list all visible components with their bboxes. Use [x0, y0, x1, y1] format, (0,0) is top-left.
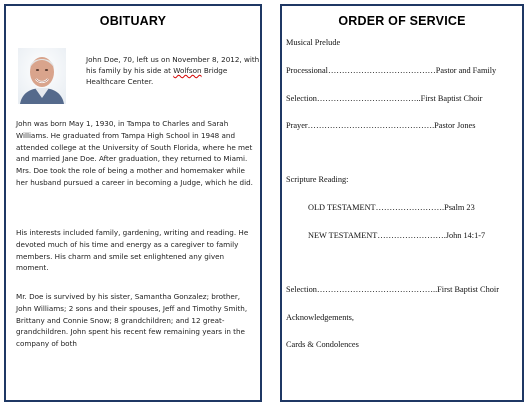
portrait-photo [18, 48, 66, 104]
service-line-acknowledgements: Acknowledgements, [286, 313, 354, 322]
obituary-intro [86, 54, 261, 87]
service-title: ORDER OF SERVICE [338, 14, 466, 28]
service-line-processional: Processional…………………………………Pastor and Family [286, 66, 497, 75]
intro-text-start: John Doe, 70, left us on November 8, 2012, with his family by his side at [86, 55, 260, 75]
obituary-paragraph: His interests included family, gardening, writing and reading. He devoted much of his time and energy as a caregiver to family members. His charm and smile set enlightened any given moment. [16, 228, 249, 273]
obituary-panel [4, 4, 262, 402]
obituary-paragraph: Mr. Doe is survived by his sister, Samantha Gonzalez; brother, John Williams; 2 sons and their spouses, Jeff and Timothy Smith, Brittany and Connie Snow; 8 grandchildren; and 12 great-grandchildren. John spent his recent few remaining years in the company of both [16, 292, 248, 349]
service-line-selection-2: Selection……………………………………..First Baptist Choir [286, 285, 499, 294]
service-line-selection: Selection………………………………..First Baptist Choir [286, 94, 483, 103]
order-of-service-panel [280, 4, 524, 402]
service-line-musical-prelude: Musical Prelude [286, 38, 341, 47]
obituary-paragraph: John was born May 1, 1930, in Tampa to Charles and Sarah Williams. He graduated from Tampa High School in 1948 and attended college at the University of South Florida, where he met and married Jane Doe. After graduation, they returned to Miami. Mrs. Doe took the role of being a mother and homemaker while her husband pursued a career in becoming a Judge, which he did. [16, 119, 253, 187]
spellcheck-word: Wolfson [173, 66, 202, 75]
service-line-cards-condolences: Cards & Condolences [286, 340, 359, 349]
service-line-new-testament: NEW TESTAMENT…………………….John 14:1-7 [308, 231, 486, 240]
intro-text-end: Bridge Healthcare Center. [86, 66, 228, 86]
service-line-old-testament: OLD TESTAMENT…………………….Psalm 23 [308, 203, 475, 212]
obituary-title: OBITUARY [99, 14, 167, 28]
service-line-scripture-reading: Scripture Reading: [286, 175, 349, 184]
service-line-prayer: Prayer……………………………………….Pastor Jones [286, 121, 476, 130]
